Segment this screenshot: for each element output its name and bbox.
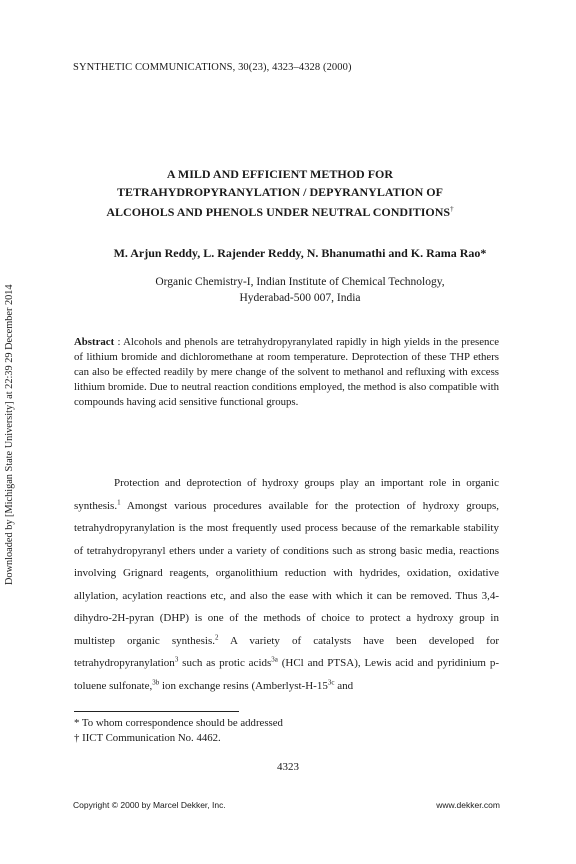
article-title: [60, 166, 500, 222]
title-line-3: ALCOHOLS AND PHENOLS UNDER NEUTRAL CONDITIONS†: [106, 205, 454, 219]
body-paragraph: Protection and deprotection of hydroxy groups play an important role in organic synthesis.$^1$ Amongst various procedures available for the protection of hydroxy groups, tetrahydropyranylation is the most frequently used process because of the remarkable stability of tetrahydropyranyl ethers under a variety of conditions such as strong basic media, reactions involving Grignard reagents, organolithium reduction with hydrides, oxidation, oxidative allylation, acylation reactions etc, and also the ease with which it can be removed. Thus 3,4-dihydro-2H-pyran (DHP) is one of the methods of choice to protect a hydroxy group in multistep organic synthesis.$^2$ A variety of catalysts have been developed for tetrahydropyranylation$^3$ such as protic acids$^{3a}$ (HCl and PTSA), Lewis acid and pyridinium p-toluene sulfonate,$^{3b}$ ion exchange resins ($Amberlyst-H-15^{3c}$ and: [74, 477, 499, 692]
citation-ref: 3b: [152, 677, 160, 686]
abstract-label: Abstract: [74, 336, 115, 348]
journal-header: SYNTHETIC COMMUNICATIONS, 30(23), 4323–4328 (2000): [73, 62, 352, 73]
copyright-notice: Copyright © 2000 by Marcel Dekker, Inc.: [73, 800, 226, 810]
citation-ref: 3a: [271, 655, 278, 664]
citation-ref: 2: [214, 632, 219, 641]
abstract-text: : Alcohols and phenols are tetrahydropyranylated rapidly in high yields in the presence of lithium bromide and dichloromethane at room temperature. Deprotection of these THP ethers can also be effected readily by mere change of the solvent to methanol and refluxing with excess lithium bromide. Due to neutral reaction conditions employed, the method is also compatible with compounds having acid sensitive functional groups.: [74, 336, 499, 408]
publisher-website: www.dekker.com: [436, 800, 500, 810]
abstract: [74, 335, 499, 410]
affiliation-line-1: Organic Chemistry-I, Indian Institute of Chemical Technology,: [155, 276, 445, 288]
footnote-divider: [74, 711, 239, 712]
citation-ref: 3c: [327, 677, 335, 686]
body-text: [74, 472, 499, 697]
footnotes: [74, 716, 283, 746]
title-line-1: A MILD AND EFFICIENT METHOD FOR: [166, 167, 394, 181]
affiliation-line-2: Hyderabad-500 007, India: [239, 291, 361, 304]
title-dagger-mark: †: [450, 205, 454, 213]
citation-ref: 3: [174, 655, 179, 664]
title-line-2: TETRAHYDROPYRANYLATION / DEPYRANYLATION OF: [117, 184, 443, 199]
footnote-communication: † IICT Communication No. 4462.: [74, 732, 221, 744]
download-watermark: Downloaded by [Michigan State University] at 22:39 29 December 2014: [4, 284, 15, 586]
page-number: 4323: [277, 761, 299, 773]
author-list: M. Arjun Reddy, L. Rajender Reddy, N. Bhanumathi and K. Rama Rao*: [113, 246, 487, 260]
citation-ref: 1: [117, 497, 121, 506]
affiliation: [60, 275, 540, 306]
footnote-correspondence: * To whom correspondence should be addressed: [74, 717, 283, 729]
